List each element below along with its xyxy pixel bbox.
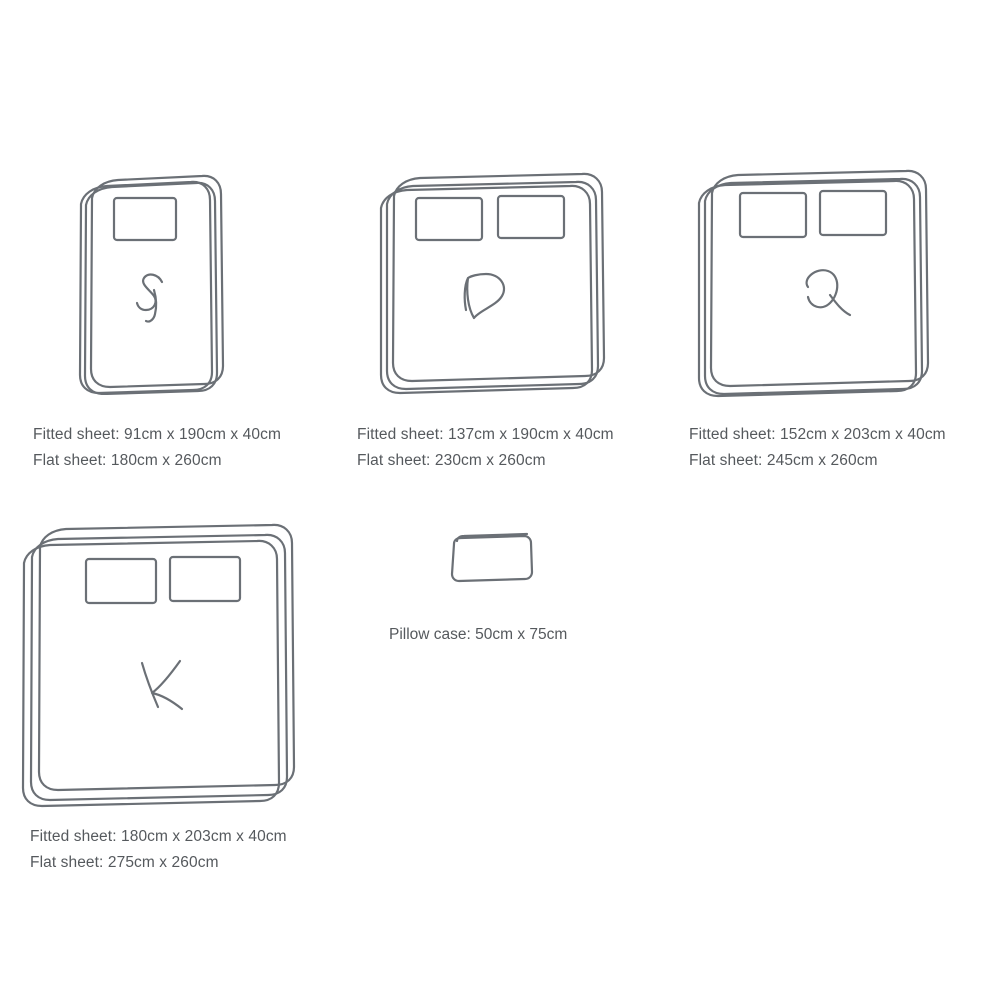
double-fitted-sheet: Fitted sheet: 137cm x 190cm x 40cm bbox=[357, 426, 614, 443]
single-fitted-sheet: Fitted sheet: 91cm x 190cm x 40cm bbox=[33, 426, 281, 443]
caption-pillow-case bbox=[389, 622, 567, 648]
caption-king bbox=[30, 824, 287, 876]
single-bed-sketch bbox=[70, 160, 230, 395]
bed-illustration-king bbox=[10, 515, 320, 815]
king-fitted-sheet: Fitted sheet: 180cm x 203cm x 40cm bbox=[30, 828, 287, 845]
king-flat-sheet: Flat sheet: 275cm x 260cm bbox=[30, 854, 219, 871]
caption-double bbox=[357, 422, 614, 474]
bed-illustration-single bbox=[70, 160, 230, 395]
illustration-pillow-case bbox=[444, 530, 540, 590]
caption-single bbox=[33, 422, 281, 474]
king-bed-sketch bbox=[10, 515, 320, 815]
caption-queen bbox=[689, 422, 946, 474]
queen-fitted-sheet: Fitted sheet: 152cm x 203cm x 40cm bbox=[689, 426, 946, 443]
queen-flat-sheet: Flat sheet: 245cm x 260cm bbox=[689, 452, 878, 469]
bed-illustration-double bbox=[372, 160, 612, 395]
queen-bed-sketch bbox=[690, 155, 935, 400]
bed-illustration-queen bbox=[690, 155, 935, 400]
double-bed-sketch bbox=[372, 160, 612, 395]
double-flat-sheet: Flat sheet: 230cm x 260cm bbox=[357, 452, 546, 469]
pillow-case-size: Pillow case: 50cm x 75cm bbox=[389, 626, 568, 643]
single-flat-sheet: Flat sheet: 180cm x 260cm bbox=[33, 452, 222, 469]
pillow-case-sketch bbox=[444, 530, 540, 590]
